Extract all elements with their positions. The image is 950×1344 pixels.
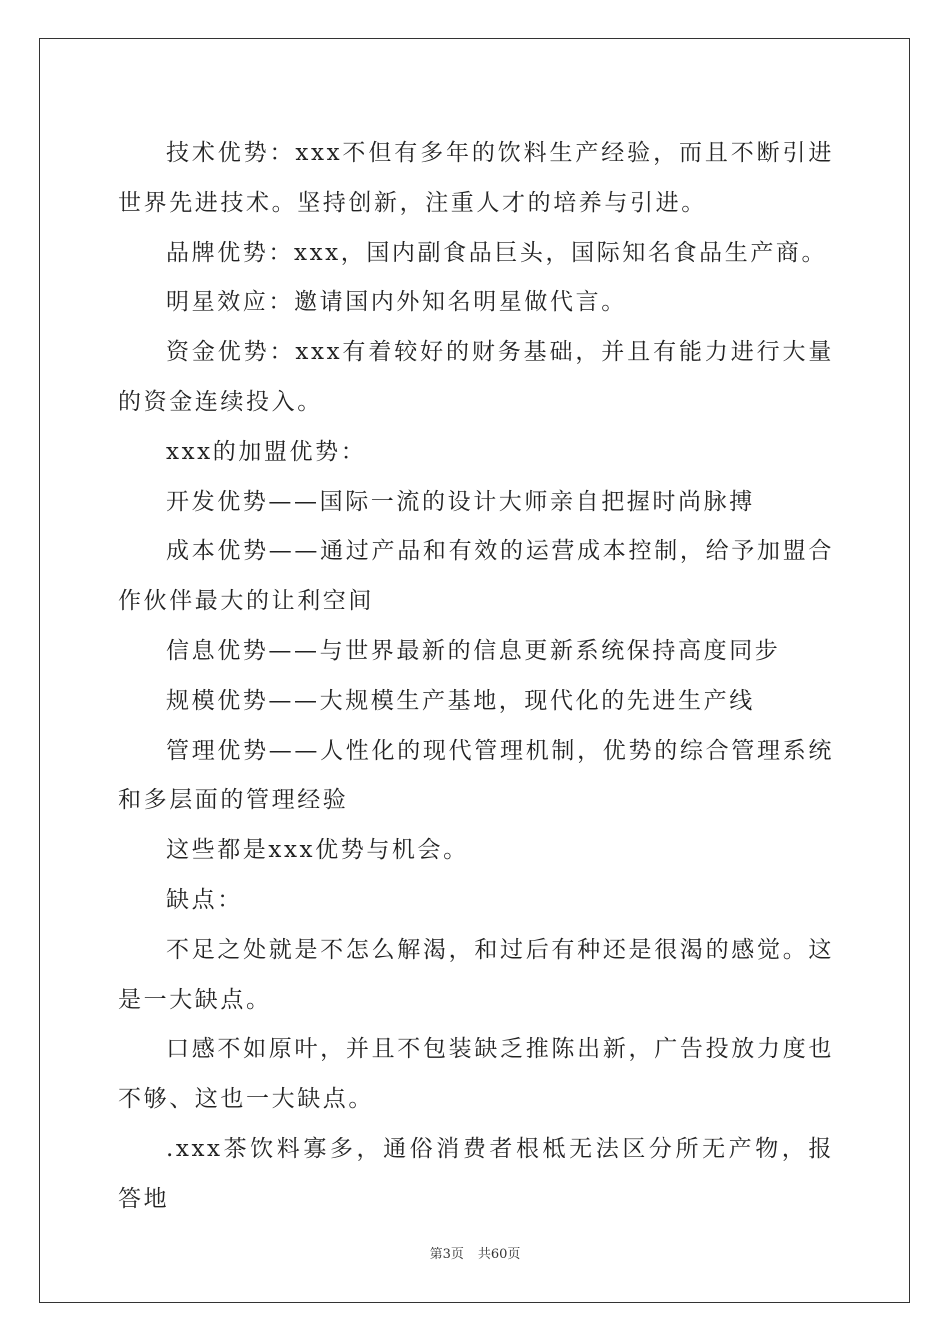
paragraph-tech-advantage: 技术优势：xxx不但有多年的饮料生产经验，而且不断引进世界先进技术。坚持创新，注重人才的培养与引进。 (118, 140, 834, 216)
paragraph-capital-advantage: 资金优势：xxx有着较好的财务基础，并且有能力进行大量的资金连续投入。 (118, 339, 834, 415)
paragraph-cost-advantage: 成本优势——通过产品和有效的运营成本控制，给予加盟合作伙伴最大的让利空间 (118, 538, 834, 615)
paragraph-brand-advantage: 品牌优势：xxx，国内副食品巨头，国际知名食品生产商。 (166, 239, 828, 266)
paragraph-management-advantage: 管理优势——人性化的现代管理机制，优势的综合管理系统和多层面的管理经验 (118, 737, 834, 814)
paragraph-information-advantage: 信息优势——与世界最新的信息更新系统保持高度同步 (166, 637, 781, 664)
paragraph-franchise-heading: xxx的加盟优势： (166, 438, 367, 465)
paragraph-weakness-taste: 口感不如原叶，并且不包装缺乏推陈出新，广告投放力度也不够、这也一大缺点。 (118, 1036, 834, 1113)
paragraph-weakness-thirst: 不足之处就是不怎么解渴，和过后有种还是很渴的感觉。这是一大缺点。 (118, 936, 834, 1013)
page-number: 第3页 (429, 1247, 464, 1262)
page-total: 共60页 (477, 1247, 521, 1262)
paragraph-development-advantage: 开发优势——国际一流的设计大师亲自把握时尚脉搏 (166, 488, 755, 515)
page-footer (0, 1246, 950, 1264)
paragraph-summary: 这些都是xxx优势与机会。 (166, 837, 469, 864)
document-body (118, 129, 834, 1225)
paragraph-star-effect: 明星效应：邀请国内外知名明星做代言。 (166, 289, 627, 316)
paragraph-weakness-heading: 缺点： (166, 886, 243, 913)
paragraph-weakness-variety: .xxx茶饮料寡多，通俗消费者根柢无法区分所无产物，报答地 (118, 1135, 834, 1212)
paragraph-scale-advantage: 规模优势——大规模生产基地，现代化的先进生产线 (166, 687, 755, 714)
